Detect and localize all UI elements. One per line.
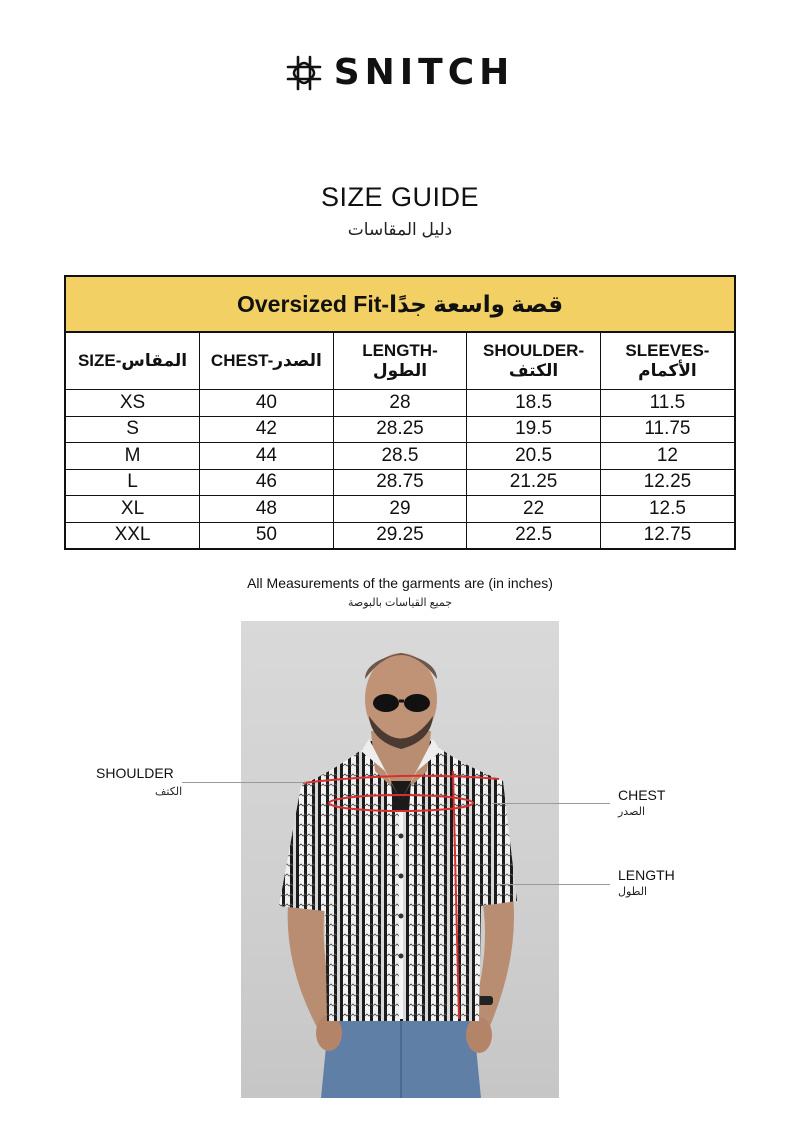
brand-name: SNITCH <box>333 52 515 93</box>
table-row <box>66 443 734 470</box>
size-table <box>64 275 736 550</box>
cell-shoulder: 22 <box>467 496 601 523</box>
chest-label-arabic: الصدر <box>618 806 646 818</box>
shoulder-leader-line <box>182 782 306 783</box>
cell-size: XXL <box>66 522 200 548</box>
cell-length: 28.25 <box>333 416 467 443</box>
cell-chest: 46 <box>200 469 334 496</box>
cell-length: 28.5 <box>333 443 467 470</box>
fit-banner: Oversized Fit-قصة واسعة جدًا <box>66 277 734 333</box>
brand-logo <box>0 52 800 93</box>
col-header-sleeves: SLEEVES- الأكمام <box>600 333 734 390</box>
shoulder-label: SHOULDER <box>96 765 174 781</box>
cell-length: 28.75 <box>333 469 467 496</box>
cell-length: 29.25 <box>333 522 467 548</box>
cell-sleeves: 12.75 <box>600 522 734 548</box>
cell-shoulder: 21.25 <box>467 469 601 496</box>
table-row <box>66 416 734 443</box>
chest-leader-line <box>492 803 610 804</box>
cell-chest: 42 <box>200 416 334 443</box>
table-header-row <box>66 333 734 390</box>
cell-chest: 48 <box>200 496 334 523</box>
cell-shoulder: 22.5 <box>467 522 601 548</box>
cell-shoulder: 20.5 <box>467 443 601 470</box>
table-row <box>66 390 734 417</box>
cell-length: 29 <box>333 496 467 523</box>
length-leader-line <box>496 884 610 885</box>
table-row <box>66 522 734 548</box>
cell-chest: 40 <box>200 390 334 417</box>
cell-sleeves: 12.5 <box>600 496 734 523</box>
cell-shoulder: 18.5 <box>467 390 601 417</box>
table-row <box>66 496 734 523</box>
cell-shoulder: 19.5 <box>467 416 601 443</box>
page-title: SIZE GUIDE <box>320 182 480 212</box>
cell-size: XS <box>66 390 200 417</box>
cell-size: L <box>66 469 200 496</box>
page-title-arabic: دليل المقاسات <box>347 220 453 239</box>
cell-chest: 50 <box>200 522 334 548</box>
measurement-note-arabic: جميع القياسات بالبوصة <box>347 597 453 609</box>
cell-size: M <box>66 443 200 470</box>
cell-sleeves: 12 <box>600 443 734 470</box>
col-header-length: LENGTH-الطول <box>333 333 467 390</box>
col-header-size: SIZE-المقاس <box>66 333 200 390</box>
cell-size: S <box>66 416 200 443</box>
chest-label: CHEST <box>618 787 666 803</box>
length-label-arabic: الطول <box>618 886 648 898</box>
measurement-note: All Measurements of the garments are (in inches) <box>247 575 553 591</box>
cell-chest: 44 <box>200 443 334 470</box>
cell-sleeves: 11.5 <box>600 390 734 417</box>
model-photo <box>241 621 559 1098</box>
col-header-shoulder: SHOULDER- الكتف <box>467 333 601 390</box>
grid-knot-logo-icon <box>286 55 322 91</box>
cell-length: 28 <box>333 390 467 417</box>
shoulder-label-arabic: الكتف <box>155 786 183 798</box>
cell-sleeves: 11.75 <box>600 416 734 443</box>
cell-sleeves: 12.25 <box>600 469 734 496</box>
cell-size: XL <box>66 496 200 523</box>
col-header-chest: CHEST-الصدر <box>200 333 334 390</box>
length-label: LENGTH <box>618 867 675 883</box>
table-row <box>66 469 734 496</box>
